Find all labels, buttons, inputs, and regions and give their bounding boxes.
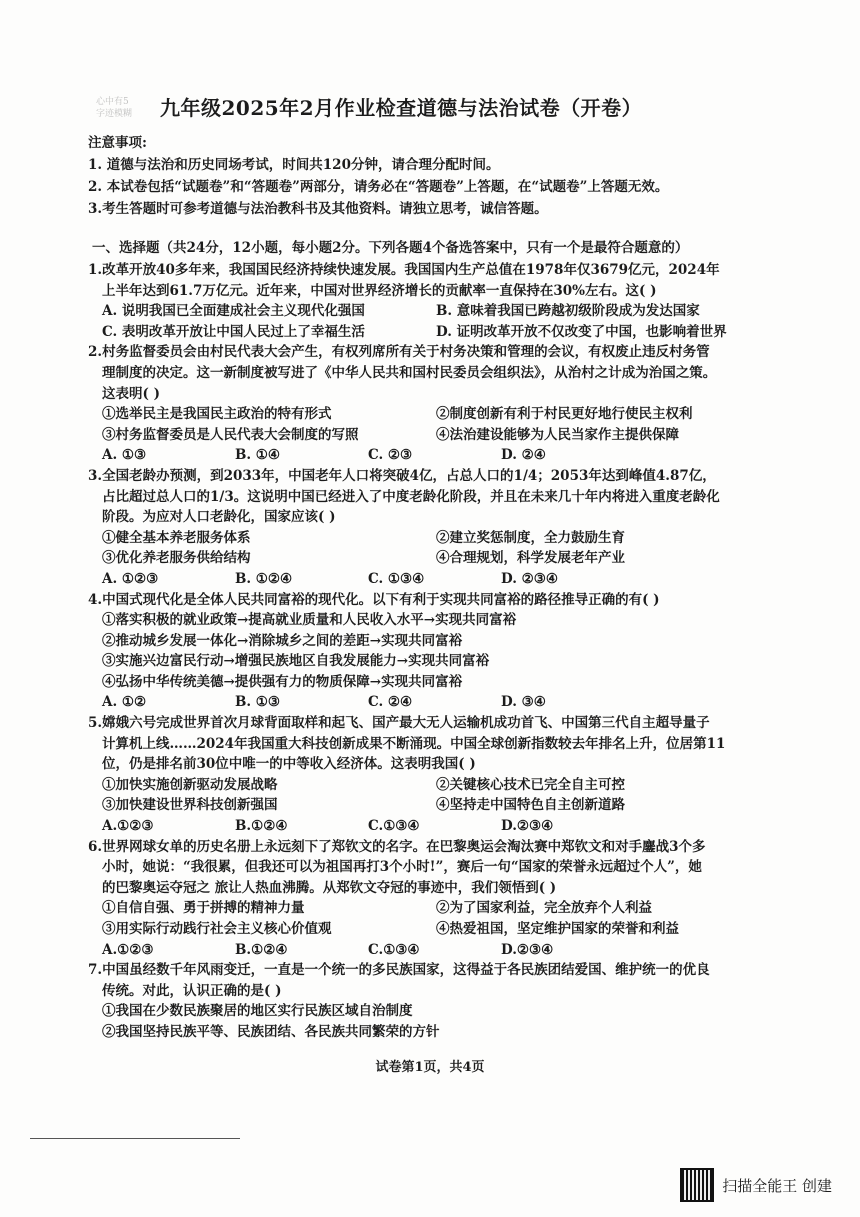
scanner-watermark: [680, 1168, 832, 1202]
statement: ③实施兴边富民行动→增强民族地区自我发展能力→实现共同富裕: [102, 653, 490, 670]
question-6: [88, 837, 778, 961]
question-3: [88, 466, 778, 590]
answer-option: D. ②④: [501, 447, 546, 464]
question-stem-line: 计算机上线……2024年我国重大科技创新成果不断涌现。中国全球创新指数较去年排名上升，位居第11: [102, 735, 726, 752]
question-stem-line: 位，仍是排名前30位中唯一的中等收入经济体。这表明我国( ): [102, 756, 476, 773]
scan-smudge: 心中有5 字迹模糊: [96, 97, 133, 119]
answer-option: C. ②④: [368, 694, 413, 711]
statement: ②为了国家利益，完全放弃个人利益: [436, 900, 652, 917]
answer-option: B. 意味着我国已跨越初级阶段成为发达国家: [436, 303, 700, 320]
statement: ③村务监督委员是人民代表大会制度的写照: [102, 426, 359, 443]
statement: ④法治建设能够为人民当家作主提供保障: [436, 426, 679, 443]
statement-row: [88, 651, 778, 672]
question-stem-line: 上半年达到61.7万亿元。近年来，中国对世界经济增长的贡献率一直保持在30%左右。这( ): [102, 282, 657, 299]
question-stem-line: 3.全国老龄办预测，到2033年，中国老年人口将突破4亿，占总人口的1/4；2053年达到峰值4.87亿，: [88, 467, 716, 484]
option-row: [88, 940, 778, 961]
section-heading: 一、选择题（共24分，12小题，每小题2分。下列各题4个备选答案中，只有一个是最符合题意的）: [92, 240, 689, 256]
statement: ②推动城乡发展一体化→消除城乡之间的差距→实现共同富裕: [102, 632, 463, 649]
statement-row: [88, 610, 778, 631]
notice-item: 2. 本试卷包括“试题卷”和“答题卷”两部分，请务必在“答题卷”上答题，在“试题卷”上答题无效。: [88, 179, 669, 195]
answer-option: C.①③④: [368, 941, 420, 958]
question-stem-line: 传统。对此，认识正确的是( ): [102, 982, 282, 999]
question-stem-line: 2.村务监督委员会由村民代表大会产生，有权列席所有关于村务决策和管理的会议，有权废止违反村务管: [88, 344, 710, 361]
question-stem-line: 阶段。为应对人口老龄化，国家应该( ): [102, 509, 336, 526]
notice-item: 1. 道德与法治和历史同场考试，时间共120分钟，请合理分配时间。: [88, 157, 500, 173]
question-stem-line: 1.改革开放40多年来，我国国民经济持续快速发展。我国国内生产总值在1978年仅3679亿元，2024年: [88, 262, 720, 278]
answer-option: D. 证明改革开放不仅改变了中国，也影响着世界: [436, 323, 727, 340]
statement-row: [88, 404, 778, 425]
answer-option: A. ①②③: [102, 570, 159, 587]
statement: ①加快实施创新驱动发展战略: [102, 776, 278, 793]
option-row: [88, 445, 778, 466]
statement: ①选举民主是我国民主政治的特有形式: [102, 406, 332, 423]
statement-row: [88, 898, 778, 919]
page-title: 九年级2025年2月作业检查道德与法治试卷（开卷）: [160, 96, 643, 120]
statement: ①健全基本养老服务体系: [102, 529, 251, 546]
question-2: [88, 342, 778, 466]
answer-option: C. 表明改革开放让中国人民过上了幸福生活: [102, 323, 365, 340]
question-stem-line: 的巴黎奥运夺冠之 旅让人热血沸腾。从郑钦文夺冠的事迹中，我们领悟到( ): [102, 879, 557, 896]
option-row: [88, 692, 778, 713]
divider: [30, 1138, 240, 1139]
answer-option: B. ①③: [235, 694, 281, 711]
question-stem-line: 这表明( ): [102, 385, 160, 402]
question-5: [88, 713, 778, 837]
statement-row: [88, 528, 778, 549]
answer-option: C. ②③: [368, 447, 413, 464]
option-row: [88, 322, 778, 343]
question-list: [88, 260, 778, 1043]
statement: ④弘扬中华传统美德→提供强有力的物质保障→实现共同富裕: [102, 673, 463, 690]
statement-row: [88, 775, 778, 796]
statement: ④热爱祖国，坚定维护国家的荣誉和利益: [436, 921, 679, 937]
option-row: [88, 816, 778, 837]
question-4: [88, 590, 778, 714]
answer-option: D. ②③④: [501, 570, 558, 587]
statement-row: [88, 1001, 778, 1022]
statement-row: [88, 919, 778, 940]
statement-row: [88, 425, 778, 446]
answer-option: C.①③④: [368, 818, 420, 835]
statement: ②关键核心技术已完全自主可控: [436, 776, 625, 793]
question-stem-line: 6.世界网球女单的历史名册上永远刻下了郑钦文的名字。在巴黎奥运会淘汰赛中郑钦文和对手鏖战3个多: [88, 838, 706, 855]
qr-code-icon: [680, 1168, 714, 1202]
question-7: [88, 960, 778, 1042]
question-stem-line: 小时，她说：“我很累，但我还可以为祖国再打3个小时!”，赛后一句“国家的荣誉永远超过个人”，她: [102, 859, 702, 876]
answer-option: B. ①②④: [235, 570, 293, 587]
statement-row: [88, 795, 778, 816]
answer-option: A.①②③: [102, 941, 154, 958]
answer-option: A. ①③: [102, 447, 147, 464]
answer-option: A. 说明我国已全面建成社会主义现代化强国: [102, 303, 365, 320]
statement: ①落实积极的就业政策→提高就业质量和人民收入水平→实现共同富裕: [102, 612, 517, 629]
answer-option: B.①②④: [235, 941, 288, 958]
page-number: 试卷第1页，共4页: [375, 1060, 485, 1075]
answer-option: D.②③④: [501, 941, 554, 958]
watermark-text: 扫描全能王 创建: [722, 1176, 832, 1195]
answer-option: D. ③④: [501, 694, 546, 711]
statement-row: [88, 548, 778, 569]
statement: ③优化养老服务供给结构: [102, 550, 251, 567]
notice-block: [88, 132, 788, 220]
question-1: [88, 260, 778, 342]
statement: ④合理规划，科学发展老年产业: [436, 550, 625, 567]
answer-option: C. ①③④: [368, 570, 425, 587]
answer-option: A. ①②: [102, 694, 147, 711]
statement-row: [88, 672, 778, 693]
statement: ②我国坚持民族平等、民族团结、各民族共同繁荣的方针: [102, 1023, 440, 1040]
question-stem-line: 4.中国式现代化是全体人民共同富裕的现代化。以下有利于实现共同富裕的路径推导正确的有( ): [88, 591, 660, 608]
notice-item: 3.考生答题时可参考道德与法治教科书及其他资料。请独立思考，诚信答题。: [88, 201, 548, 217]
statement: ①我国在少数民族聚居的地区实行民族区域自治制度: [102, 1003, 413, 1020]
option-row: [88, 569, 778, 590]
question-stem-line: 7.中国虽经数千年风雨变迁，一直是一个统一的多民族国家，这得益于各民族团结爱国、维护统一的优良: [88, 962, 710, 979]
answer-option: D.②③④: [501, 818, 554, 835]
question-stem-line: 理制度的决定。这一新制度被写进了《中华人民共和国村民委员会组织法》，从治村之计成为治国之策。: [102, 364, 717, 381]
statement: ③加快建设世界科技创新强国: [102, 797, 278, 814]
answer-option: A.①②③: [102, 818, 154, 835]
statement: ②建立奖惩制度，全力鼓励生育: [436, 529, 625, 546]
answer-option: B.①②④: [235, 818, 288, 835]
option-row: [88, 301, 778, 322]
statement-row: [88, 631, 778, 652]
statement: ①自信自强、勇于拼搏的精神力量: [102, 900, 305, 917]
question-stem-line: 占比超过总人口的1/3。这说明中国已经进入了中度老龄化阶段，并且在未来几十年内将进入重度老龄化: [102, 488, 720, 505]
answer-option: B. ①④: [235, 447, 281, 464]
statement: ④坚持走中国特色自主创新道路: [436, 797, 625, 814]
statement-row: [88, 1022, 778, 1043]
statement: ②制度创新有利于村民更好地行使民主权利: [436, 406, 693, 423]
notice-heading: 注意事项:: [88, 135, 147, 151]
statement: ③用实际行动践行社会主义核心价值观: [102, 921, 332, 937]
question-stem-line: 5.嫦娥六号完成世界首次月球背面取样和起飞、国产最大无人运输机成功首飞、中国第三代自主超导量子: [88, 715, 710, 732]
